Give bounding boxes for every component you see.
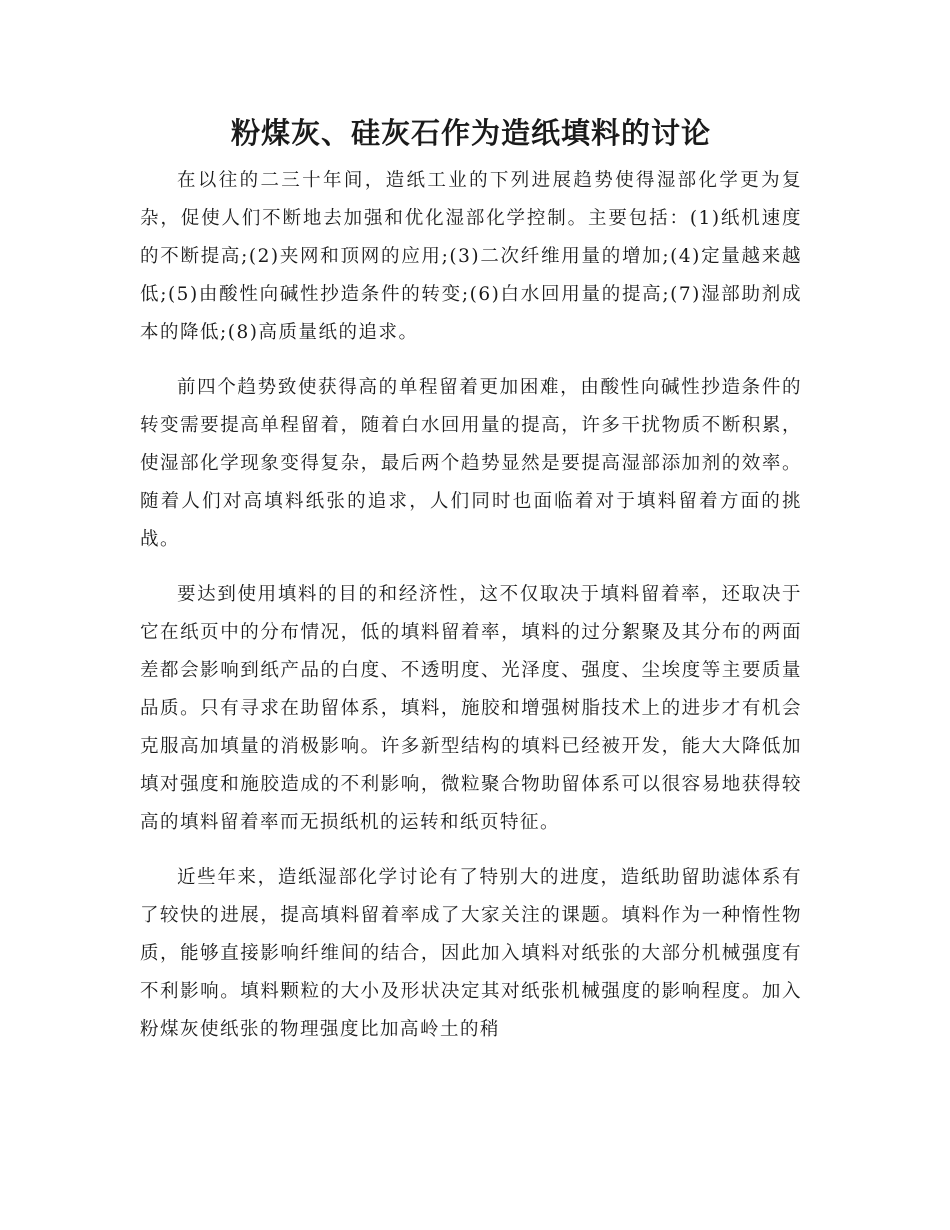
paragraph-2: 前四个趋势致使获得高的单程留着更加困难，由酸性向碱性抄造条件的转变需要提高单程留着，随着白水回用量的提高，许多干扰物质不断积累，使湿部化学现象变得复杂，最后两个趋势显然是要提高湿部添加剂的效率。随着人们对高填料纸张的追求，人们同时也面临着对于填料留着方面的挑战。 <box>140 377 802 550</box>
paragraph-4: 近些年来，造纸湿部化学讨论有了特别大的进度，造纸助留助滤体系有了较快的进展，提高填料留着率成了大家关注的课题。填料作为一种惰性物质，能够直接影响纤维间的结合，因此加入填料对纸张的大部分机械强度有不利影响。填料颗粒的大小及形状决定其对纸张机械强度的影响程度。加入粉煤灰使纸张的物理强度比加高岭土的稍 <box>140 867 802 1040</box>
paragraph-1: 在以往的二三十年间，造纸工业的下列进展趋势使得湿部化学更为复杂，促使人们不断地去加强和优化湿部化学控制。主要包括：(1)纸机速度的不断提高;(2)夹网和顶网的应用;(3)二次纤维用量的增加;(4)定量越来越低;(5)由酸性向碱性抄造条件的转变;(6)白水回用量的提高;(7)湿部助剂成本的降低;(8)高质量纸的追求。 <box>140 170 802 343</box>
paragraph-3: 要达到使用填料的目的和经济性，这不仅取决于填料留着率，还取决于它在纸页中的分布情况，低的填料留着率，填料的过分絮聚及其分布的两面差都会影响到纸产品的白度、不透明度、光泽度、强度、尘埃度等主要质量品质。只有寻求在助留体系，填料，施胶和增强树脂技术上的进步才有机会克服高加填量的消极影响。许多新型结构的填料已经被开发，能大大降低加填对强度和施胶造成的不利影响，微粒聚合物助留体系可以很容易地获得较高的填料留着率而无损纸机的运转和纸页特征。 <box>140 584 802 833</box>
document-title: 粉煤灰、硅灰石作为造纸填料的讨论 <box>230 116 711 150</box>
document-body <box>140 110 802 1066</box>
